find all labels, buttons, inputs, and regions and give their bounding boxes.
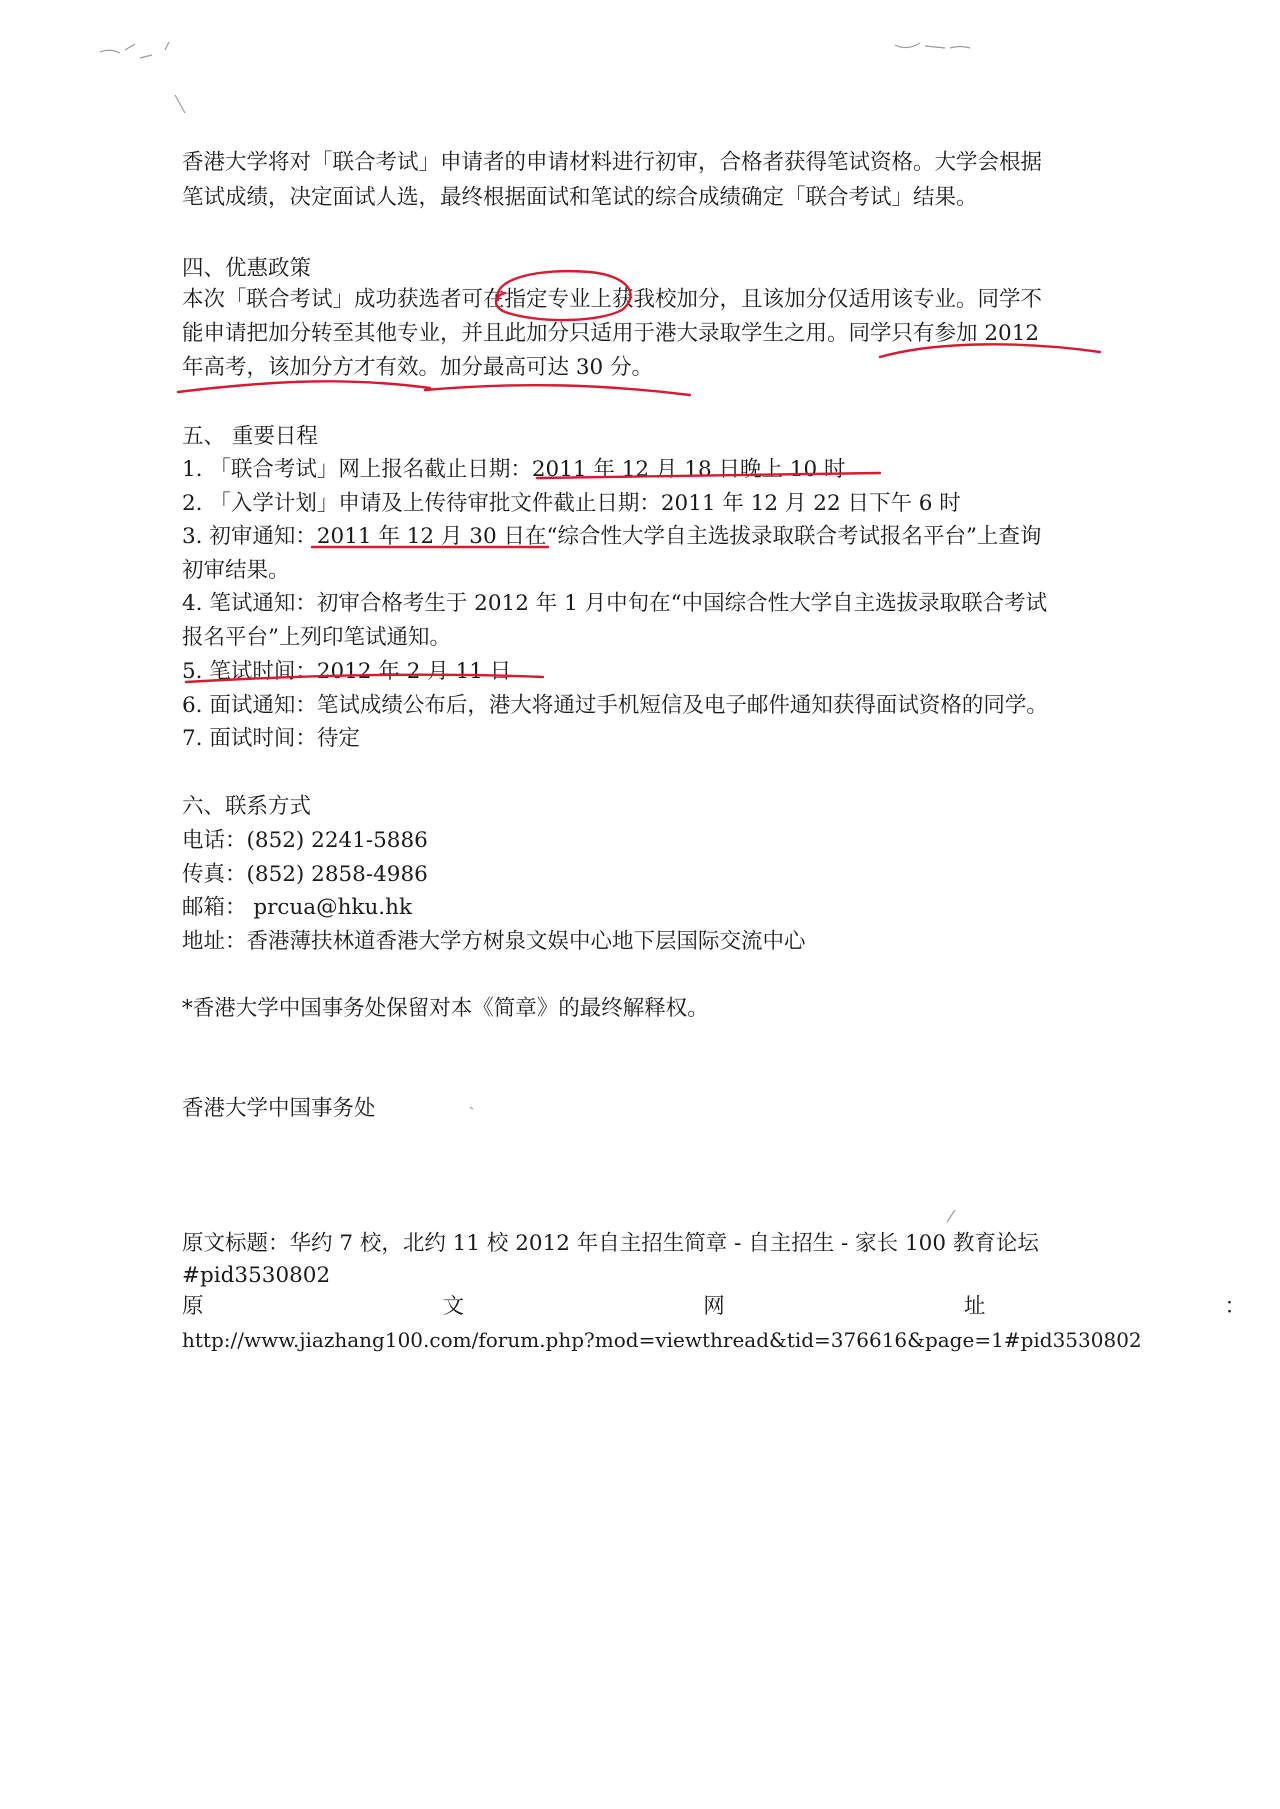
schedule-item-4-cont: 报名平台”上列印笔试通知。: [182, 625, 451, 650]
pen-underline-bonus-valid: [178, 381, 430, 392]
pen-circle-designated-major: [496, 271, 631, 320]
contact-address: 地址：香港薄扶林道香港大学方树泉文娱中心地下层国际交流中心: [182, 929, 806, 954]
schedule-item-7: 7. 面试时间：待定: [182, 726, 360, 751]
section5-heading: 五、 重要日程: [182, 424, 318, 449]
section4-heading: 四、优惠政策: [182, 256, 312, 281]
url-label-char: ：: [1224, 1294, 1246, 1319]
section4-line-2: 能申请把加分转至其他专业，并且此加分只适用于港大录取学生之用。同学只有参加 2012: [182, 321, 1040, 346]
source-title-line-1: 原文标题：华约 7 校，北约 11 校 2012 年自主招生简章 - 自主招生 - 家长 100 教育论坛: [182, 1231, 1039, 1256]
section4-line-3: 年高考，该加分方才有效。加分最高可达 30 分。: [182, 355, 654, 380]
contact-email: 邮箱： prcua@hku.hk: [182, 895, 413, 920]
scan-speck-top-left: [100, 42, 185, 113]
intro-line-1: 香港大学将对「联合考试」申请者的申请材料进行初审，合格者获得笔试资格。大学会根据: [182, 150, 1043, 175]
disclaimer: *香港大学中国事务处保留对本《简章》的最终解释权。: [182, 996, 709, 1021]
contact-fax: 传真：(852) 2858-4986: [182, 862, 428, 887]
schedule-item-2: 2. 「入学计划」申请及上传待审批文件截止日期：2011 年 12 月 22 日下午 6 时: [182, 491, 961, 516]
schedule-item-1: 1. 「联合考试」网上报名截止日期：2011 年 12 月 18 日晚上 10 时: [182, 457, 846, 482]
schedule-item-3: 3. 初审通知：2011 年 12 月 30 日在“综合性大学自主选拔录取联合考试报名平台”上查询: [182, 524, 1042, 549]
url-label-char: 址: [963, 1294, 986, 1319]
pen-underline-registration-deadline: [537, 473, 880, 478]
section6-heading: 六、联系方式: [182, 794, 312, 819]
source-url[interactable]: http://www.jiazhang100.com/forum.php?mod=viewthread&tid=376616&page=1#pid3530802: [182, 1328, 1142, 1352]
url-label-char: 文: [442, 1294, 465, 1319]
scan-speck-top-right: [895, 43, 970, 48]
signature: 香港大学中国事务处: [182, 1096, 376, 1121]
section4-line-1: 本次「联合考试」成功获选者可在指定专业上获我校加分，且该加分仅适用该专业。同学不: [182, 287, 1043, 312]
url-label-char: 网: [703, 1294, 725, 1319]
contact-phone: 电话：(852) 2241-5886: [182, 828, 428, 853]
schedule-item-4: 4. 笔试通知：初审合格考生于 2012 年 1 月中旬在“中国综合性大学自主选拔录取联合考试: [182, 591, 1048, 616]
pen-underline-written-exam-date: [186, 675, 543, 682]
schedule-item-5: 5. 笔试时间：2012 年 2 月 11 日: [182, 659, 512, 684]
schedule-item-6: 6. 面试通知：笔试成绩公布后，港大将通过手机短信及电子邮件通知获得面试资格的同学。: [182, 693, 1048, 718]
pen-underline-bonus-max: [425, 385, 690, 395]
scan-speck-mid: [470, 1107, 955, 1222]
url-label-char: 原: [182, 1294, 204, 1319]
schedule-item-3-cont: 初审结果。: [182, 558, 290, 583]
pen-underline-gaokao-2012: [880, 344, 1100, 357]
intro-line-2: 笔试成绩，决定面试人选，最终根据面试和笔试的综合成绩确定「联合考试」结果。: [182, 185, 978, 210]
source-title-line-2: #pid3530802: [182, 1263, 331, 1288]
